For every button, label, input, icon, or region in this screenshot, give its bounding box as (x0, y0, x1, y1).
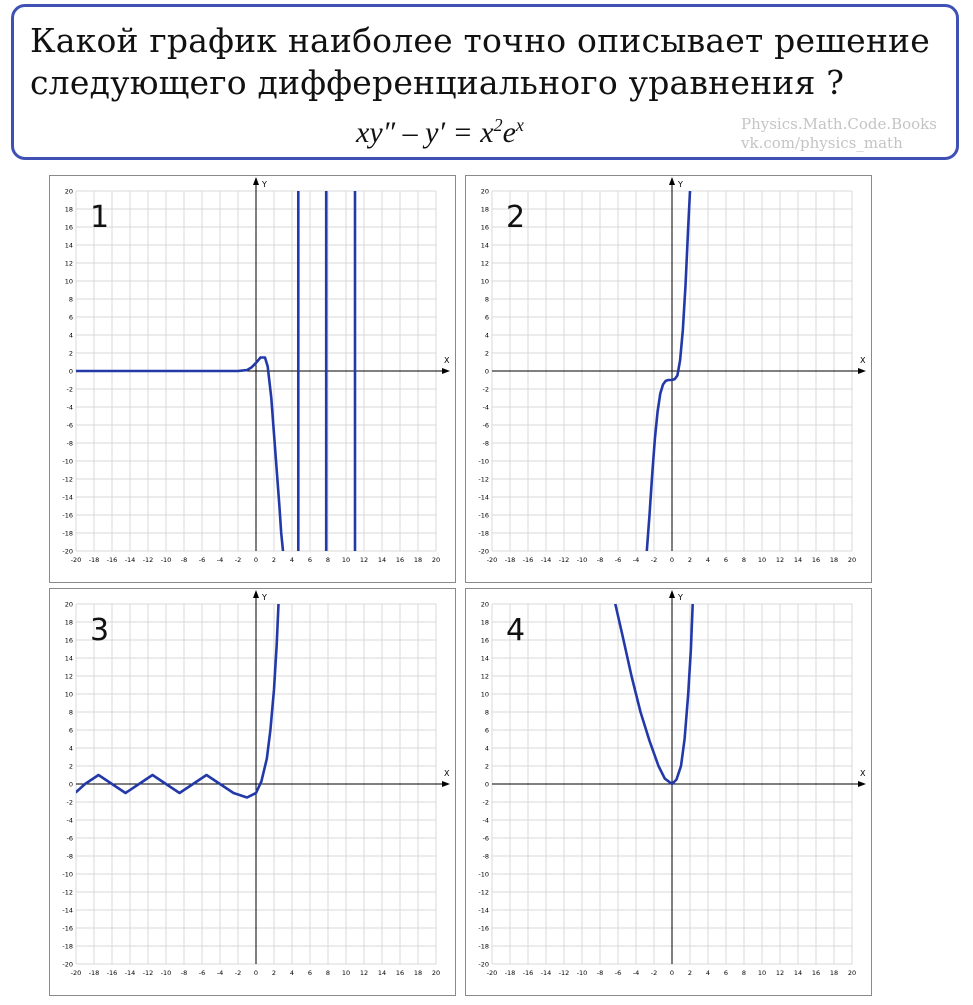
graph-2-x-tick-label: -8 (596, 556, 604, 564)
graph-2-y-tick-label: -12 (478, 475, 489, 484)
graph-panel-3 (49, 588, 456, 996)
graph-3-y-tick-label: 18 (64, 618, 73, 627)
graph-1-y-tick-label: -4 (66, 403, 73, 412)
graph-3-x-tick-label: -6 (198, 969, 206, 977)
graph-1-y-tick-label: -16 (62, 511, 73, 520)
graph-3-y-tick-label: 12 (64, 672, 73, 681)
graph-2-y-tick-label: 0 (484, 367, 489, 376)
graph-3-y-tick-label: 14 (64, 654, 73, 663)
watermark-line-2: vk.com/physics_math (741, 134, 903, 152)
graph-1-y-axis-arrow (253, 177, 259, 185)
graph-2-x-tick-label: 14 (793, 556, 803, 564)
graph-panel-4 (465, 588, 872, 996)
graph-3-x-tick-label: 18 (413, 969, 423, 977)
graph-4-x-tick-label: -4 (632, 969, 640, 977)
graph-4-y-tick-label: -4 (482, 816, 489, 825)
graph-4-x-tick-label: 14 (793, 969, 803, 977)
graph-3-plot (50, 589, 455, 995)
graph-2-y-axis-arrow (669, 177, 675, 185)
graph-4-x-tick-label: 0 (669, 969, 675, 977)
graph-4-y-tick-label: 10 (480, 690, 489, 699)
graph-1-curve (76, 358, 283, 552)
graph-3-y-tick-label: -12 (62, 888, 73, 897)
equation-exp2: x (515, 115, 524, 135)
graph-1-y-tick-label: 18 (64, 205, 73, 214)
graph-1-x-tick-label: 8 (325, 556, 331, 564)
graph-2-number: 2 (506, 200, 526, 235)
watermark-line-1: Physics.Math.Code.Books (741, 115, 937, 133)
graph-2-x-tick-label: -12 (558, 556, 570, 564)
graph-3-x-tick-label: 0 (253, 969, 259, 977)
graph-2-plot (466, 176, 871, 582)
graph-3-y-tick-label: -10 (62, 870, 73, 879)
graph-1-x-tick-label: -10 (160, 556, 172, 564)
graph-2-y-tick-label: -18 (478, 529, 489, 538)
graph-1-x-tick-label: -4 (216, 556, 224, 564)
graph-4-y-tick-label: -12 (478, 888, 489, 897)
graph-1-y-tick-label: -10 (62, 457, 73, 466)
graph-3-x-tick-label: 16 (395, 969, 405, 977)
graph-4-y-tick-label: -16 (478, 924, 489, 933)
graph-3-y-tick-label: -18 (62, 942, 73, 951)
graph-3-x-tick-label: 12 (359, 969, 369, 977)
graph-1-y-tick-label: 6 (68, 313, 73, 322)
graph-2-x-axis-arrow (858, 368, 866, 374)
graph-3-y-tick-label: 6 (68, 726, 73, 735)
graph-2-x-tick-label: 10 (757, 556, 767, 564)
graph-1-y-tick-label: -12 (62, 475, 73, 484)
graph-4-y-tick-label: 4 (484, 744, 489, 753)
graph-2-x-tick-label: -20 (486, 556, 498, 564)
graph-1-y-tick-label: 20 (64, 187, 73, 196)
graph-4-y-tick-label: 20 (480, 600, 489, 609)
graph-3-x-tick-label: -20 (70, 969, 82, 977)
graph-2-x-tick-label: -14 (540, 556, 552, 564)
graph-2-y-tick-label: 6 (484, 313, 489, 322)
graph-1-x-tick-label: 10 (341, 556, 351, 564)
graph-4-y-tick-label: -20 (478, 960, 489, 969)
graph-3-x-tick-label: 6 (307, 969, 313, 977)
graph-2-x-tick-label: -10 (576, 556, 588, 564)
graph-3-x-tick-label: 20 (431, 969, 441, 977)
question-line-1: Какой график наиболее точно описывает решение (30, 21, 930, 60)
graph-4-x-tick-label: -20 (486, 969, 498, 977)
graph-3-x-tick-label: -12 (142, 969, 154, 977)
graph-4-number: 4 (506, 613, 526, 648)
graph-4-plot (466, 589, 871, 995)
graph-3-x-tick-label: -4 (216, 969, 224, 977)
graph-4-y-tick-label: 0 (484, 780, 489, 789)
graph-3-x-tick-label: 14 (377, 969, 387, 977)
graph-1-x-tick-label: 4 (289, 556, 295, 564)
graph-1-y-tick-label: 0 (68, 367, 73, 376)
graph-2-x-tick-label: 6 (723, 556, 729, 564)
graph-3-number: 3 (90, 613, 110, 648)
graph-1-y-tick-label: -20 (62, 547, 73, 556)
graph-4-x-tick-label: -12 (558, 969, 570, 977)
graph-4-x-tick-label: 2 (687, 969, 693, 977)
graph-1-x-tick-label: 0 (253, 556, 259, 564)
graph-4-x-axis-arrow (858, 781, 866, 787)
graph-1-x-tick-label: -14 (124, 556, 136, 564)
graph-4-x-axis-label: X (860, 769, 866, 778)
graph-1-x-tick-label: -18 (88, 556, 100, 564)
graph-4-y-tick-label: -10 (478, 870, 489, 879)
graph-1-x-tick-label: 18 (413, 556, 423, 564)
graph-2-y-tick-label: 12 (480, 259, 489, 268)
graph-1-x-tick-label: 20 (431, 556, 441, 564)
graph-3-y-tick-label: -2 (66, 798, 73, 807)
graph-3-x-tick-label: -14 (124, 969, 136, 977)
graph-1-y-tick-label: 10 (64, 277, 73, 286)
graph-1-x-tick-label: 6 (307, 556, 313, 564)
graph-1-x-axis-arrow (442, 368, 450, 374)
graph-2-y-tick-label: -14 (478, 493, 489, 502)
graph-4-x-tick-label: -18 (504, 969, 516, 977)
graph-2-y-tick-label: 20 (480, 187, 489, 196)
graph-2-y-tick-label: 8 (484, 295, 489, 304)
graph-1-number: 1 (90, 200, 110, 235)
graph-1-y-tick-label: -8 (66, 439, 73, 448)
graph-4-y-tick-label: -18 (478, 942, 489, 951)
graph-4-y-tick-label: 12 (480, 672, 489, 681)
graph-3-x-tick-label: -10 (160, 969, 172, 977)
graph-3-x-tick-label: 8 (325, 969, 331, 977)
graph-2-x-tick-label: -18 (504, 556, 516, 564)
graph-3-x-tick-label: -18 (88, 969, 100, 977)
graph-2-y-tick-label: -16 (478, 511, 489, 520)
graph-1-x-tick-label: -6 (198, 556, 206, 564)
graph-1-x-tick-label: 14 (377, 556, 387, 564)
graph-4-y-tick-label: 2 (484, 762, 489, 771)
graph-3-y-tick-label: -14 (62, 906, 73, 915)
graph-2-x-tick-label: 8 (741, 556, 747, 564)
graph-2-y-tick-label: 18 (480, 205, 489, 214)
graph-3-x-tick-label: -16 (106, 969, 118, 977)
graph-1-plot (50, 176, 455, 582)
question-line-2: следующего дифференциального уравнения ? (30, 63, 845, 102)
graph-1-x-tick-label: -8 (180, 556, 188, 564)
graph-2-x-tick-label: 16 (811, 556, 821, 564)
graph-3-x-tick-label: 4 (289, 969, 295, 977)
graph-4-y-axis-label: Y (678, 593, 683, 602)
graph-3-x-tick-label: -8 (180, 969, 188, 977)
graph-3-y-tick-label: -4 (66, 816, 73, 825)
graph-2-y-axis-label: Y (678, 180, 683, 189)
graph-1-x-tick-label: 12 (359, 556, 369, 564)
graph-3-y-tick-label: 10 (64, 690, 73, 699)
graph-2-x-tick-label: 18 (829, 556, 839, 564)
graph-panel-2 (465, 175, 872, 583)
graph-4-x-tick-label: 20 (847, 969, 857, 977)
graph-2-y-tick-label: 16 (480, 223, 489, 232)
graph-1-y-tick-label: 16 (64, 223, 73, 232)
graph-1-y-axis-label: Y (262, 180, 267, 189)
graph-1-y-tick-label: 8 (68, 295, 73, 304)
graph-4-y-tick-label: -6 (482, 834, 489, 843)
graph-2-y-tick-label: 10 (480, 277, 489, 286)
graph-4-x-tick-label: 4 (705, 969, 711, 977)
graph-4-x-tick-label: 16 (811, 969, 821, 977)
graph-4-x-tick-label: -6 (614, 969, 622, 977)
graph-4-y-tick-label: 18 (480, 618, 489, 627)
graph-2-x-tick-label: 0 (669, 556, 675, 564)
question-box (11, 4, 959, 160)
graph-3-x-axis-label: X (444, 769, 450, 778)
graph-1-y-tick-label: 12 (64, 259, 73, 268)
graph-2-y-tick-label: -2 (482, 385, 489, 394)
graph-2-x-tick-label: -2 (650, 556, 658, 564)
graph-1-y-tick-label: -14 (62, 493, 73, 502)
equation (356, 115, 524, 150)
graph-4-y-tick-label: 16 (480, 636, 489, 645)
graph-2-y-tick-label: -20 (478, 547, 489, 556)
graph-3-x-tick-label: 10 (341, 969, 351, 977)
graph-2-x-axis-label: X (860, 356, 866, 365)
graph-3-x-tick-label: -2 (234, 969, 242, 977)
graph-3-y-axis-label: Y (262, 593, 267, 602)
graph-4-x-tick-label: 6 (723, 969, 729, 977)
graph-1-x-tick-label: -16 (106, 556, 118, 564)
graph-1-y-tick-label: -6 (66, 421, 73, 430)
graph-3-y-tick-label: 20 (64, 600, 73, 609)
graph-3-y-tick-label: 2 (68, 762, 73, 771)
graph-1-x-tick-label: -12 (142, 556, 154, 564)
graph-3-x-tick-label: 2 (271, 969, 277, 977)
graph-3-y-tick-label: -20 (62, 960, 73, 969)
graph-2-x-tick-label: -4 (632, 556, 640, 564)
graph-2-x-tick-label: 4 (705, 556, 711, 564)
graph-2-x-tick-label: 20 (847, 556, 857, 564)
graph-3-y-axis-arrow (253, 590, 259, 598)
graph-4-y-tick-label: 6 (484, 726, 489, 735)
graph-1-x-tick-label: -2 (234, 556, 242, 564)
graph-1-x-tick-label: 16 (395, 556, 405, 564)
graph-4-y-tick-label: -8 (482, 852, 489, 861)
graph-3-x-axis-arrow (442, 781, 450, 787)
graph-1-y-tick-label: 2 (68, 349, 73, 358)
graph-3-y-tick-label: -6 (66, 834, 73, 843)
graph-1-y-tick-label: 14 (64, 241, 73, 250)
graph-2-y-tick-label: 2 (484, 349, 489, 358)
graph-4-x-tick-label: -2 (650, 969, 658, 977)
graph-2-x-tick-label: -6 (614, 556, 622, 564)
graph-4-x-tick-label: 8 (741, 969, 747, 977)
graph-2-y-tick-label: -4 (482, 403, 489, 412)
graph-4-x-tick-label: -10 (576, 969, 588, 977)
graph-2-y-tick-label: -8 (482, 439, 489, 448)
graph-2-x-tick-label: -16 (522, 556, 534, 564)
graph-3-y-tick-label: 8 (68, 708, 73, 717)
graph-4-x-tick-label: -14 (540, 969, 552, 977)
graph-1-y-tick-label: 4 (68, 331, 73, 340)
equation-exp1: 2 (493, 115, 503, 135)
graph-2-y-tick-label: 14 (480, 241, 489, 250)
graph-4-x-tick-label: 12 (775, 969, 785, 977)
graph-4-y-axis-arrow (669, 590, 675, 598)
graph-4-y-tick-label: 8 (484, 708, 489, 717)
equation-base: e (502, 116, 516, 149)
graph-2-y-tick-label: 4 (484, 331, 489, 340)
graph-2-y-tick-label: -6 (482, 421, 489, 430)
graph-1-y-tick-label: -2 (66, 385, 73, 394)
graph-4-x-tick-label: -16 (522, 969, 534, 977)
graph-4-y-tick-label: -14 (478, 906, 489, 915)
graph-1-x-tick-label: -20 (70, 556, 82, 564)
graph-4-y-tick-label: -2 (482, 798, 489, 807)
equation-lhs: xy″ – y′ = x (356, 116, 494, 149)
graph-3-y-tick-label: 0 (68, 780, 73, 789)
graph-panel-1 (49, 175, 456, 583)
graph-1-x-tick-label: 2 (271, 556, 277, 564)
graph-4-x-tick-label: -8 (596, 969, 604, 977)
graph-4-y-tick-label: 14 (480, 654, 489, 663)
graph-1-y-tick-label: -18 (62, 529, 73, 538)
graph-2-y-tick-label: -10 (478, 457, 489, 466)
graph-2-x-tick-label: 2 (687, 556, 693, 564)
graph-3-y-tick-label: 4 (68, 744, 73, 753)
graph-1-x-axis-label: X (444, 356, 450, 365)
graph-3-y-tick-label: 16 (64, 636, 73, 645)
graph-4-x-tick-label: 10 (757, 969, 767, 977)
graph-4-x-tick-label: 18 (829, 969, 839, 977)
graph-3-y-tick-label: -16 (62, 924, 73, 933)
graph-2-x-tick-label: 12 (775, 556, 785, 564)
watermark (741, 115, 937, 153)
graph-3-y-tick-label: -8 (66, 852, 73, 861)
